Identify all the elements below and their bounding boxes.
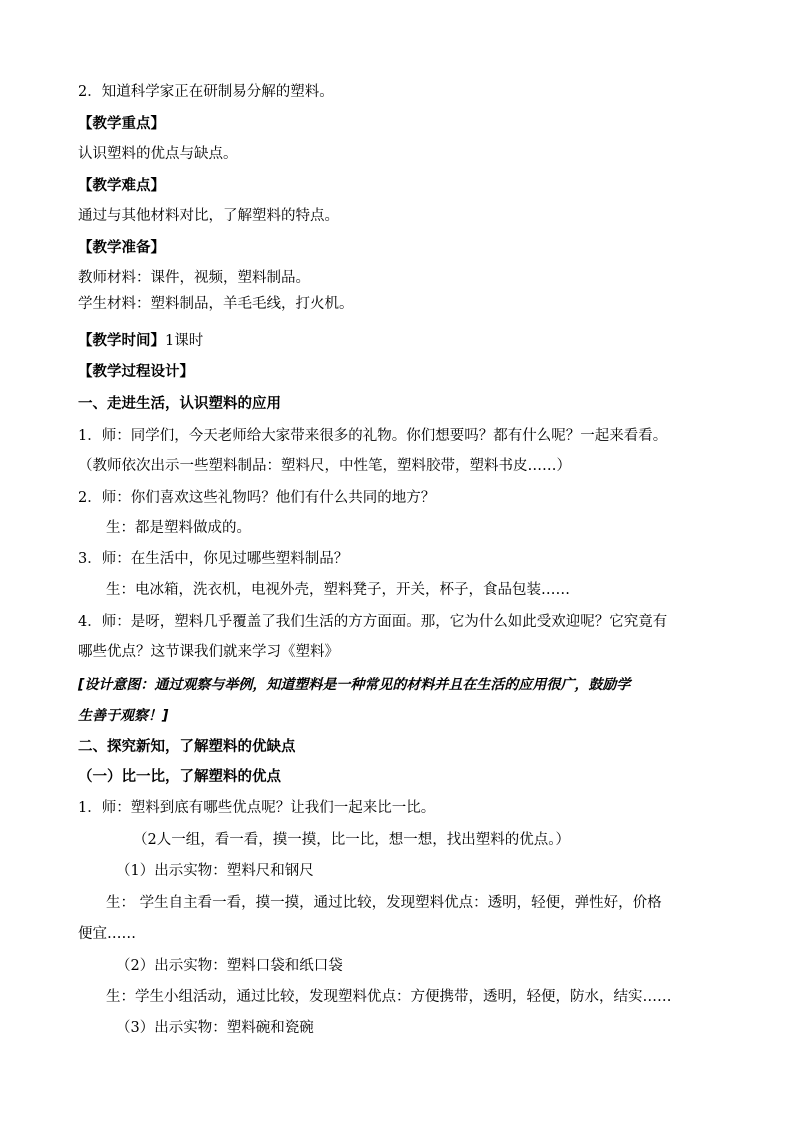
heading-difficulties: 【教学难点】 <box>78 177 165 194</box>
section-1-title: 一、走进生活，认识塑料的应用 <box>78 395 281 412</box>
step-3-text: 3．师：在生活中，你见过哪些塑料制品？ <box>78 551 349 567</box>
step-4-text-cont: 哪些优点？这节课我们就来学习《塑料》 <box>78 644 339 660</box>
heading-process: 【教学过程设计】 <box>78 363 194 380</box>
heading-time: 【教学时间】 <box>78 332 165 349</box>
step-1-text: 1．师：同学们，今天老师给大家带来很多的礼物。你们想要吗？都有什么呢？一起来看看。 <box>78 428 668 444</box>
step-4-text: 4．师：是呀，塑料几乎覆盖了我们生活的方方面面。那，它为什么如此受欢迎呢？它究竟有 <box>78 614 668 630</box>
compare-group-note: （2人一组，看一看，摸一摸，比一比，想一想，找出塑料的优点。） <box>133 832 570 848</box>
difficulties-text: 通过与其他材料对比，了解塑料的特点。 <box>78 208 339 224</box>
step-3-answer: 生：电冰箱，洗衣机，电视外壳，塑料凳子，开关，杯子，食品包装…… <box>106 582 570 598</box>
compare-item-3: （3）出示实物：塑料碗和瓷碗 <box>116 1020 314 1036</box>
compare-item-2-answer: 生：学生小组活动，通过比较，发现塑料优点：方便携带，透明，轻便，防水，结实…… <box>106 989 672 1005</box>
compare-item-1-answer: 生： 学生自主看一看，摸一摸，通过比较，发现塑料优点：透明，轻便，弹性好，价格 <box>106 895 662 911</box>
key-points-text: 认识塑料的优点与缺点。 <box>78 146 238 162</box>
teaching-time-value: 1课时 <box>165 333 204 349</box>
subsection-compare-title: （一）比一比，了解塑料的优点 <box>78 768 281 785</box>
step-2-text: 2．师：你们喜欢这些礼物吗？他们有什么共同的地方？ <box>78 490 436 506</box>
compare-item-2: （2）出示实物：塑料口袋和纸口袋 <box>116 958 343 974</box>
heading-key-points: 【教学重点】 <box>78 115 165 132</box>
step-1-note: （教师依次出示一些塑料制品：塑料尺，中性笔，塑料胶带，塑料书皮……） <box>78 458 571 474</box>
objective-line-2: 2．知道科学家正在研制易分解的塑料。 <box>78 84 334 100</box>
design-intent-line-1: [设计意图：通过观察与举例，知道塑料是一种常见的材料并且在生活的应用很广，鼓励学 <box>78 677 631 693</box>
compare-item-1: （1）出示实物：塑料尺和钢尺 <box>116 863 314 879</box>
teacher-materials: 教师材料：课件，视频，塑料制品。 <box>78 270 310 286</box>
compare-item-1-answer-cont: 便宜…… <box>78 926 136 942</box>
heading-preparation: 【教学准备】 <box>78 239 165 256</box>
teaching-time-line <box>78 331 203 351</box>
section-2-title: 二、探究新知，了解塑料的优缺点 <box>78 738 296 755</box>
compare-step-1: 1．师：塑料到底有哪些优点呢？让我们一起来比一比。 <box>78 800 436 816</box>
design-intent-line-2: 生善于观察！] <box>78 708 169 724</box>
step-2-answer: 生：都是塑料做成的。 <box>106 520 251 536</box>
student-materials: 学生材料：塑料制品，羊毛毛线，打火机。 <box>78 296 354 312</box>
